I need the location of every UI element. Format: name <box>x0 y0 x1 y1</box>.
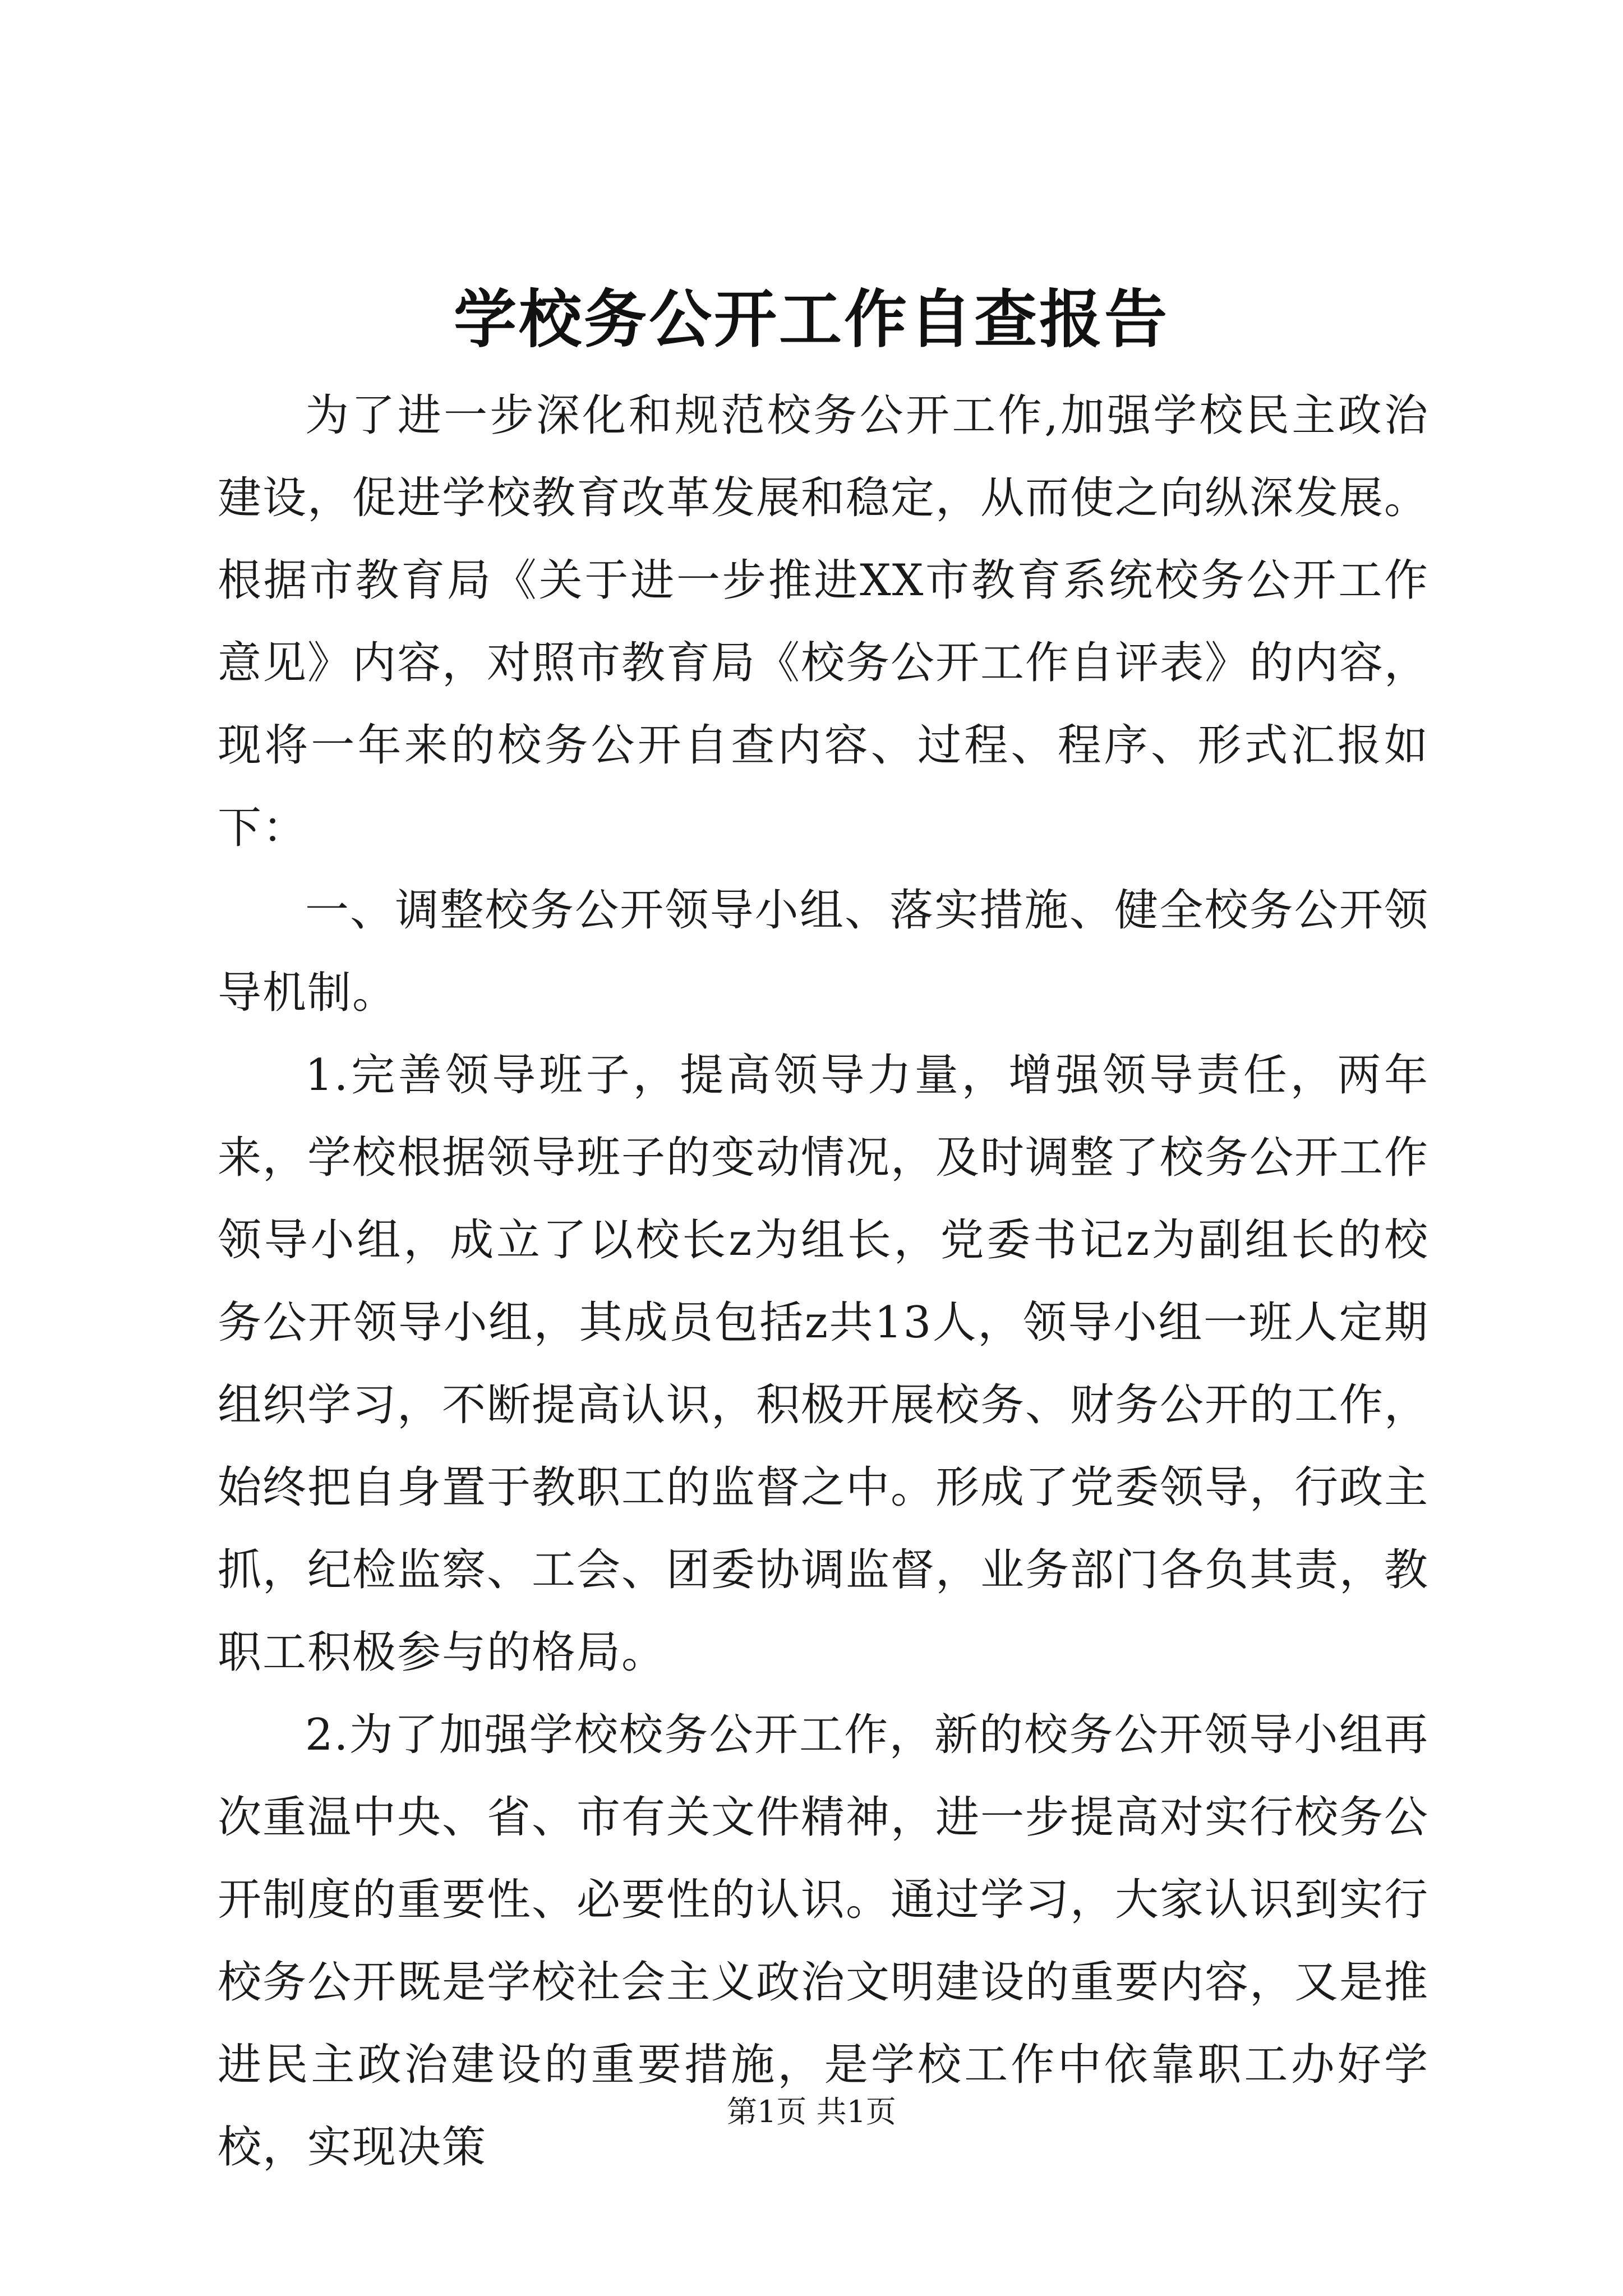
page-footer: 第1页 共1页 <box>727 2094 896 2129</box>
paragraph-intro: 为了进一步深化和规范校务公开工作,加强学校民主政治建设，促进学校教育改革发展和稳定，从而使之向纵深发展。根据市教育局《关于进一步推进XX市教育系统校务公开工作意见》内容，对照市教育局《校务公开工作自评表》的内容，现将一年来的校务公开自查内容、过程、程序、形式汇报如下： <box>218 390 1430 853</box>
paragraph-section-heading: 一、调整校务公开领导小组、落实措施、健全校务公开领导机制。 <box>218 885 1429 1018</box>
paragraph-item-1: 1.完善领导班子，提高领导力量，增强领导责任，两年来，学校根据领导班子的变动情况，及时调整了校务公开工作领导小组，成立了以校长z为组长，党委书记z为副组长的校务公开领导小组，其成员包括z共13人，领导小组一班人定期组织学习，不断提高认识，积极开展校务、财务公开的工作，始终把自身置于教职工的监督之中。形成了党委领导，行政主抓，纪检监察、工会、团委协调监督，业务部门各负其责，教职工积极参与的格局。 <box>218 1050 1430 1678</box>
paragraph-item-2: 2.为了加强学校校务公开工作，新的校务公开领导小组再次重温中央、省、市有关文件精神，进一步提高对实行校务公开制度的重要性、必要性的认识。通过学习，大家认识到实行校务公开既是学校社会主义政治文明建设的重要内容，又是推进民主政治建设的重要措施，是学校工作中依靠职工办好学校，实现决策 <box>218 1710 1430 2173</box>
document-body <box>218 375 1429 2189</box>
document-title: 学校务公开工作自查报告 <box>454 283 1169 356</box>
